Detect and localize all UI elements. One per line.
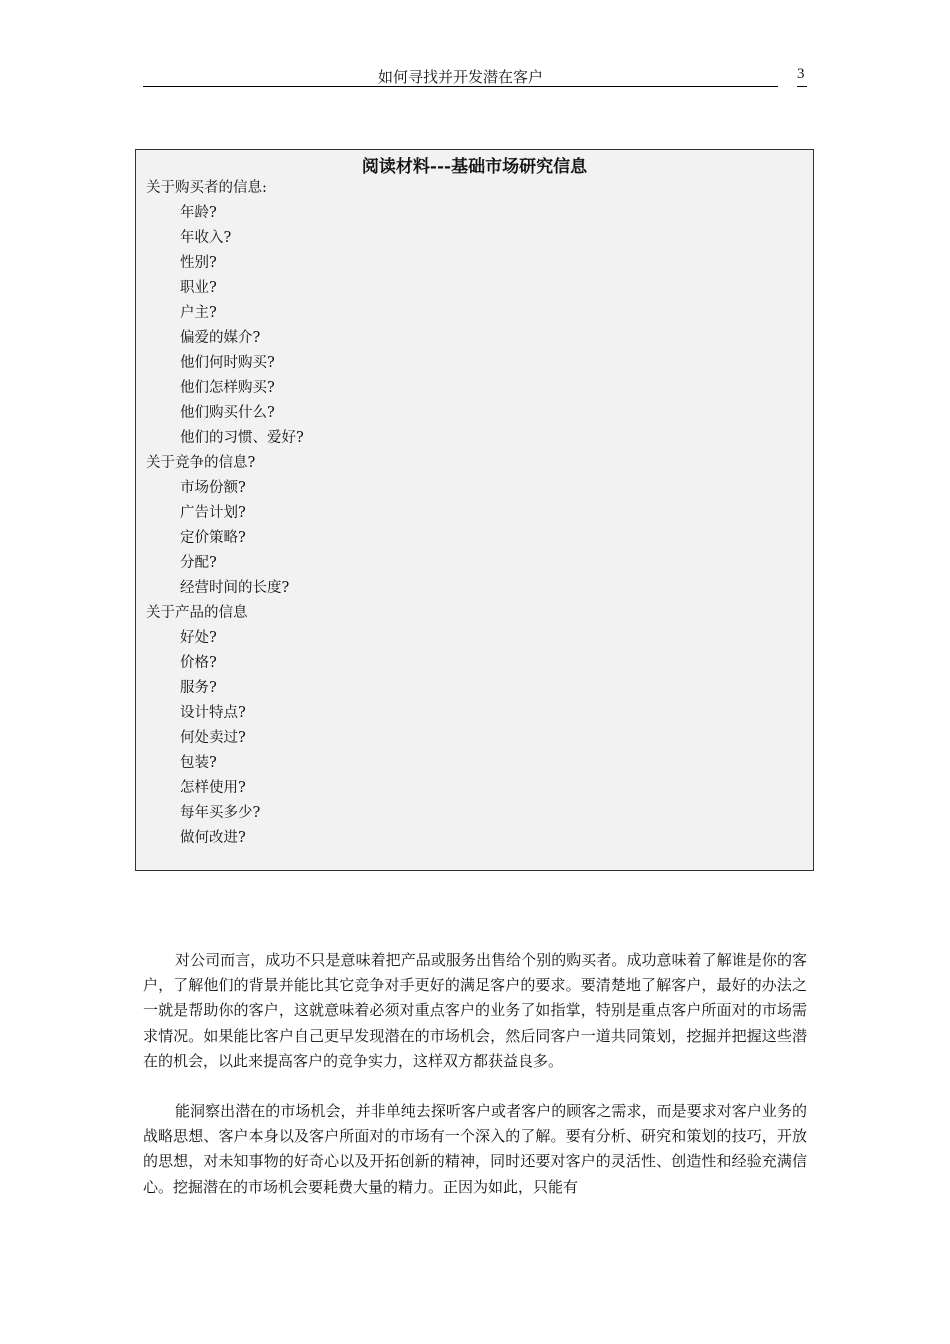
list-item: 好处?: [180, 630, 217, 646]
list-item: 包装?: [180, 755, 217, 771]
list-item: 户主?: [180, 305, 217, 321]
list-item: 做何改进?: [180, 830, 246, 846]
list-item: 他们的习惯、爱好?: [180, 430, 304, 446]
list-item: 服务?: [180, 680, 217, 696]
list-section-heading: 关于竞争的信息?: [146, 455, 256, 471]
header-rule: [143, 86, 778, 87]
list-item: 他们怎样购买?: [180, 380, 275, 396]
list-item: 他们何时购买?: [180, 355, 275, 371]
list-item: 性别?: [180, 255, 217, 271]
list-item: 每年买多少?: [180, 805, 261, 821]
list-item: 设计特点?: [180, 705, 246, 721]
list-section-heading: 关于产品的信息: [146, 605, 248, 621]
body-paragraph: 能洞察出潜在的市场机会，并非单纯去探听客户或者客户的顾客之需求，而是要求对客户业务的战略思想、客户本身以及客户所面对的市场有一个深入的了解。要有分析、研究和策划的技巧，开放的思想，对未知事物的好奇心以及开拓创新的精神，同时还要对客户的灵活性、创造性和经验充满信心。挖掘潜在的市场机会要耗费大量的精力。正因为如此，只能有: [143, 1102, 807, 1196]
list-item: 怎样使用?: [180, 780, 246, 796]
page-number: 3: [797, 66, 805, 82]
reading-material-title: 阅读材料---基础市场研究信息: [361, 157, 588, 177]
header-title: 如何寻找并开发潜在客户: [377, 68, 543, 86]
list-item: 年收入?: [180, 230, 232, 246]
list-item: 广告计划?: [180, 505, 246, 521]
list-item: 经营时间的长度?: [180, 580, 290, 596]
list-item: 偏爱的媒介?: [180, 330, 261, 346]
reading-material-box: [135, 149, 814, 871]
list-item: 分配?: [180, 555, 217, 571]
list-item: 他们购买什么?: [180, 405, 275, 421]
list-item: 何处卖过?: [180, 730, 246, 746]
body-paragraph: 对公司而言，成功不只是意味着把产品或服务出售给个别的购买者。成功意味着了解谁是你的客户，了解他们的背景并能比其它竞争对手更好的满足客户的要求。要清楚地了解客户，最好的办法之一就是帮助你的客户，这就意味着必须对重点客户的业务了如指掌，特别是重点客户所面对的市场需求情况。如果能比客户自己更早发现潜在的市场机会，然后同客户一道共同策划，挖掘并把握这些潜在的机会，以此来提高客户的竞争实力，这样双方都获益良多。: [143, 951, 807, 1070]
list-item: 职业?: [180, 280, 217, 296]
list-item: 定价策略?: [180, 530, 246, 546]
list-section-heading: 关于购买者的信息:: [146, 180, 267, 196]
list-item: 年龄?: [180, 205, 217, 221]
list-item: 市场份额?: [180, 480, 246, 496]
page-number-underline: [797, 86, 807, 87]
reading-material-list: [136, 176, 304, 851]
list-item: 价格?: [180, 655, 217, 671]
